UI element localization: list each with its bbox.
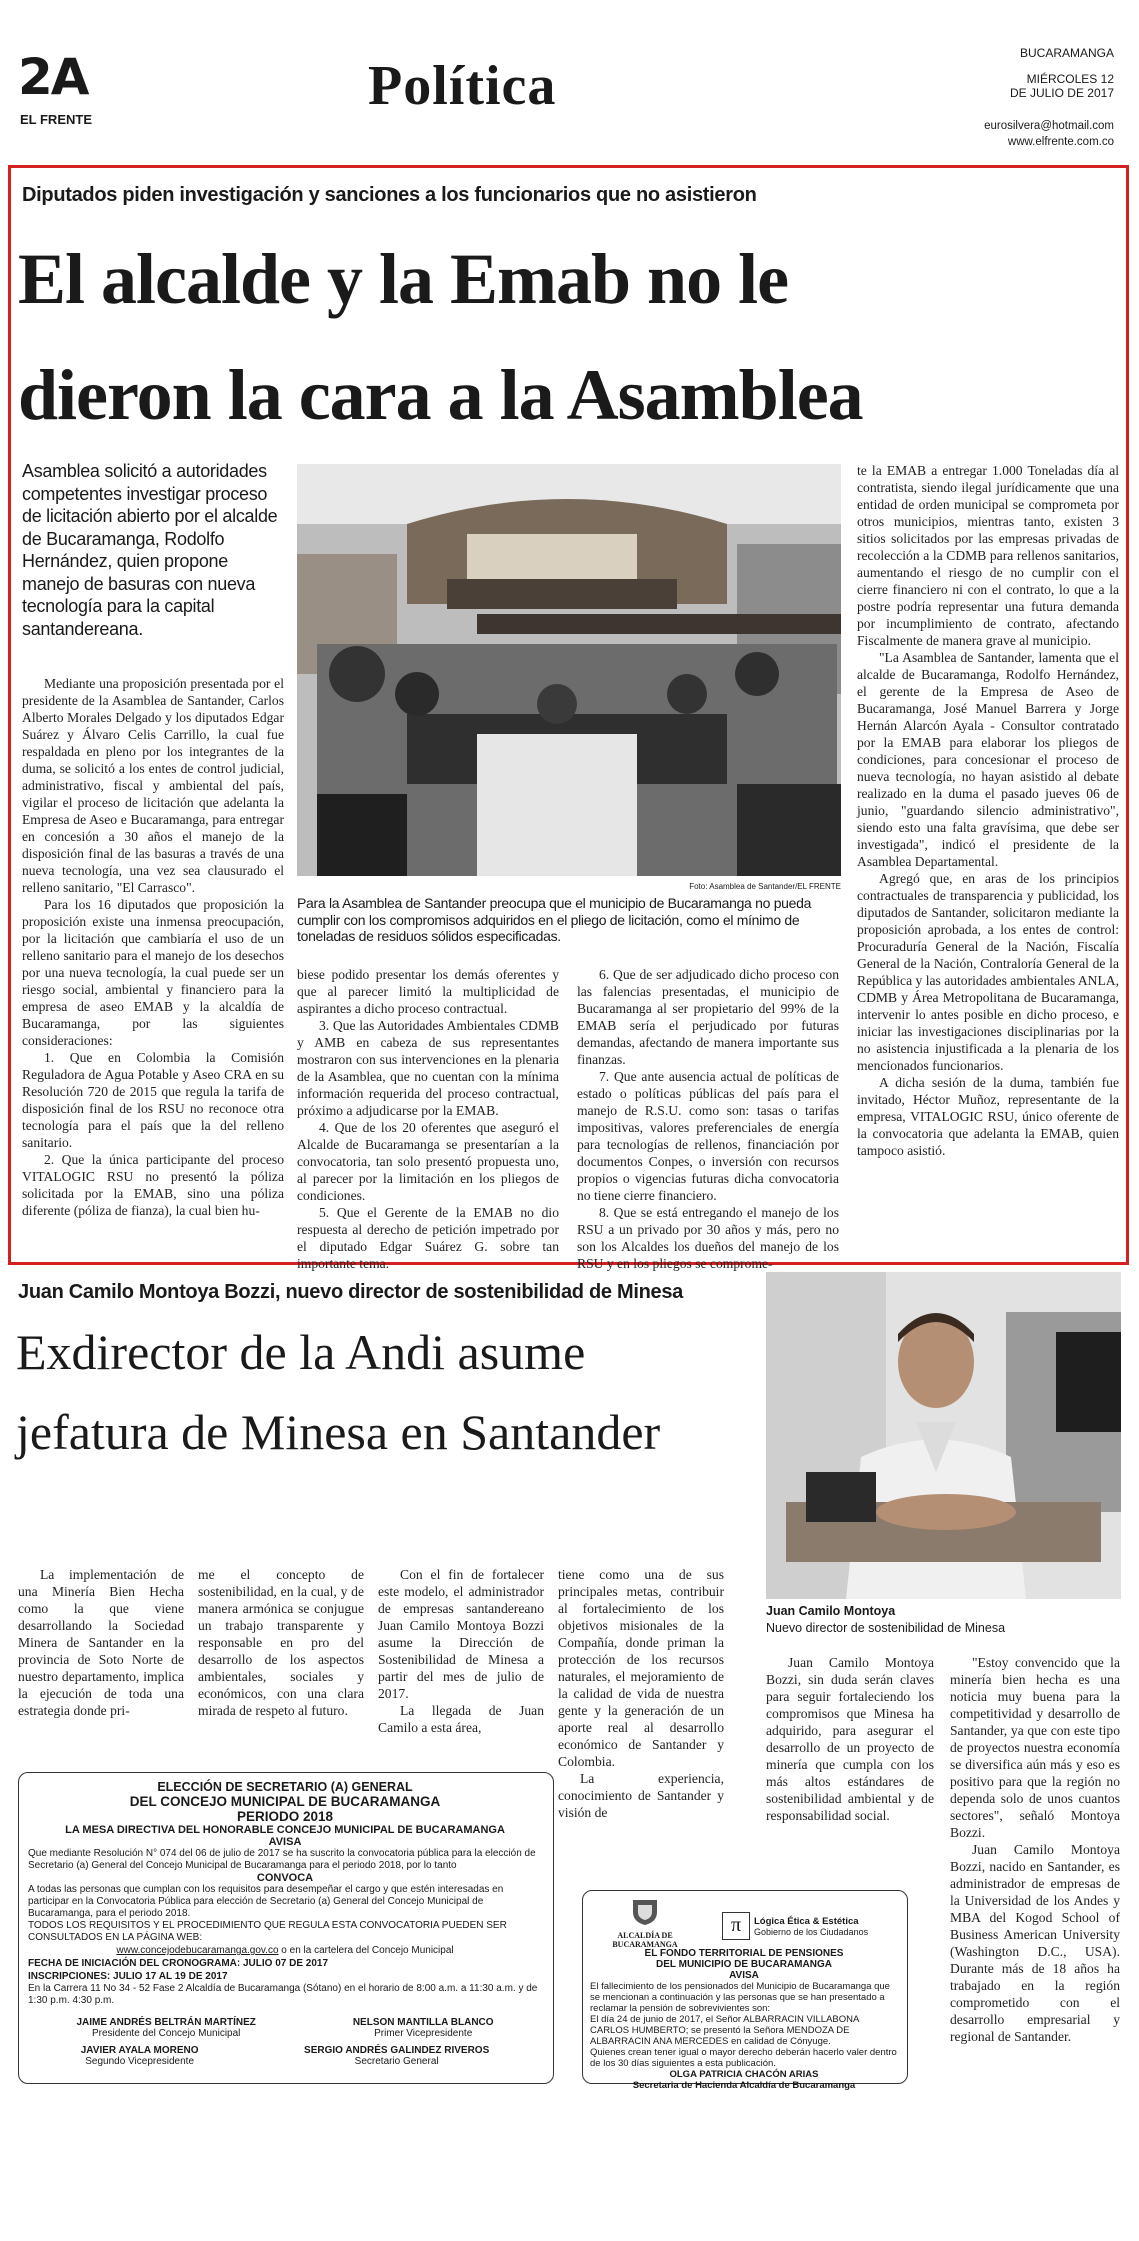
paragraph: A dicha sesión de la duma, también fue invitado, Héctor Muñoz, representante de la empresa, VITALOGIC RSU, único oferente de la convocatoria que adelanta la EMAB, quien tampoco asistió.	[857, 1075, 1119, 1158]
notice-text: Que mediante Resolución N° 074 del 06 de julio de 2017 se ha suscrito la convocatoria pública para la elección de Secretario (a) General del Concejo Municipal de Bucaramanga para el periodo 2018, por lo tanto	[28, 1848, 536, 1871]
notice-title: DEL CONCEJO MUNICIPAL DE BUCARAMANGA	[129, 1794, 441, 1809]
paragraph: te la EMAB a entregar 1.000 Toneladas día al contratista, siendo ilegal jurídicamente que una entidad de orden municipal se comprometa por otros municipios, mientras tanto, existen 3 sitios solicitados por las empresas privadas de recolección a la CDMB para rellenos sanitarios, aumentando el riesgo de no cumplir con el cierre financiero ni con el contrato, lo que a la postre podría representar una futura demanda por incumplimiento de contrato, afectando Fiscalmente de manera grave al municipio.	[857, 463, 1119, 648]
paragraph: Con el fin de fortalecer este modelo, el administrador de empresas santandereano Juan Camilo Montoya Bozzi asume la Dirección de Sostenibilidad de Minesa a partir del mes de julio de 2017.	[378, 1567, 544, 1701]
logo-subtitle: Gobierno de los Ciudadanos	[754, 1926, 869, 1937]
paragraph: La llegada de Juan Camilo a esta área,	[378, 1703, 544, 1735]
notice-avisa: AVISA	[729, 1970, 759, 1981]
article2-column-1	[18, 1566, 184, 1719]
paragraph: 8. Que se está entregando el manejo de los RSU a un privado por 30 años y más, pero no son los Alcaldes los dueños del manejo de los RSU y en los pliegos se comprome-	[577, 1205, 839, 1271]
photo-caption: Para la Asamblea de Santander preocupa que el municipio de Bucaramanga no pueda cumplir con los compromisos adquiridos en el pliego de licitación, como el mínimo de toneladas de residuos sólidos especificadas.	[297, 895, 812, 944]
paragraph: biese podido presentar los demás oferentes y que al parecer limitó la multiplicidad de aspirantes a dicho proceso contractual.	[297, 967, 559, 1016]
notice-title: EL FONDO TERRITORIAL DE PENSIONES	[644, 1948, 844, 1959]
montoya-photo	[766, 1272, 1121, 1599]
paragraph: Mediante una proposición presentada por el presidente de la Asamblea de Santander, Carlos Alberto Morales Delgado y los diputados Edgar Suárez y Álvaro Celis Carrillo, la cual fue respaldada en pleno por los integrantes de la duma, se solicitó a los entes de control judicial, administrativo, fiscal y ambiental del país, vigilar el proceso de licitación que adelanta la Empresa de Aseo e Bucaramanga, para entregar en concesión a 30 años el manejo de la disposición final de las basuras a través de una nueva tecnología, una vez sea clausurado el relleno sanitario, "El Carrasco".	[22, 676, 284, 895]
paragraph: Para los 16 diputados que proposición la proposición existe una inmensa preocupación, por la licitación que cambiaría el uso de un relleno sanitario para el manejo de los desechos por una nueva tecnología, la cual puede ser un riesgo social, ambiental y financiero para la empresa de aseo EMAB y la alcaldía de Bucaramanga, por las siguientes consideraciones:	[22, 897, 284, 1048]
notice-web-rest: o en la cartelera del Concejo Municipal	[281, 1945, 454, 1956]
header-email: eurosilvera@hotmail.com	[984, 120, 1114, 132]
paragraph: La experiencia, conocimiento de Santander y visión de	[558, 1771, 724, 1820]
paragraph: La implementación de una Minería Bien Hecha como la que viene desarrollando la Sociedad Minera de Santander en la provincia de Soto Norte de nuestro departamento, implica la ejecución de toda una estrategia donde pri-	[18, 1567, 184, 1718]
notice-inscripciones: INSCRIPCIONES: JULIO 17 AL 19 DE 2017	[28, 1971, 228, 1982]
notice-fecha: FECHA DE INICIACIÓN DEL CRONOGRAMA: JULIO 07 DE 2017	[28, 1958, 329, 1969]
article2-column-3	[378, 1566, 544, 1736]
concejo-notice-body	[28, 1780, 542, 2067]
signatory-name: JAIME ANDRÉS BELTRÁN MARTÍNEZ	[76, 2017, 256, 2028]
article1-kicker: Diputados piden investigación y sanciones a los funcionarios que no asistieron	[22, 184, 757, 206]
brand-name: EL FRENTE	[20, 112, 92, 127]
signatory-name: OLGA PATRICIA CHACÓN ARIAS	[669, 2069, 819, 2080]
paragraph: 4. Que de los 20 oferentes que aseguró el Alcalde de Bucaramanga se presentarían a la convocatoria, tan solo presentó propuesta uno, al parecer por la limitación en los pliegos de condiciones.	[297, 1120, 559, 1203]
notice-avisa: AVISA	[268, 1836, 302, 1848]
paragraph: 6. Que de ser adjudicado dicho proceso con las falencias presentadas, el municipio de Bucaramanga al ser propietario del 99% de la EMAB sería el perjudicado por futuras demandas, afectando de manera importante sus finanzas.	[577, 967, 839, 1067]
notice-convoca: CONVOCA	[256, 1872, 314, 1884]
article2-column-4	[558, 1566, 724, 1821]
paragraph: me el concepto de sostenibilidad, en la cual, y de manera armónica se conjugue un trabajo transparente y responsable en pro del desarrollo de los aspectos ambientales, sociales y económicos, con una clara mirada de respeto al futuro.	[198, 1567, 364, 1718]
paragraph: tiene como una de sus principales metas, contribuir al fortalecimiento de los objetivos misionales de la Compañía, donde priman la protección de los recursos naturales, el mejoramiento de la calidad de vida de nuestra gente y la generación de un aporte real al desarrollo económico de Santander y Colombia.	[558, 1567, 724, 1769]
article2-headline-2: jefatura de Minesa en Santander	[16, 1404, 661, 1460]
signatory-role: Presidente del Concejo Municipal	[91, 2028, 241, 2039]
notice-title: PERIODO 2018	[236, 1809, 334, 1824]
notice-text: El fallecimiento de los pensionados del Municipio de Bucaramanga que se mencionan a continuación y las personas que se han presentado a reclamar la pensión de sobrevivientes son:	[590, 1981, 890, 2014]
paragraph: "La Asamblea de Santander, lamenta que el alcalde de Bucaramanga, Rodolfo Hernández, el gerente de la Empresa de Aseo de Bucaramanga, José Manuel Barrera y Jorge Hernán Alarcón Ayala - Consultor contratado por la EMAB para elaborar los pliegos de condiciones, para concesionar el proceso de nueva tecnología, no hayan asistido al debate realizado en la duma el pasado jueves 06 de junio, "guardando silencio administrativo", siendo esto una falta gravísima, que debe ser investigada", indicó el presidente de la Asamblea Departamental.	[857, 650, 1119, 869]
notice-title: DEL MUNICIPIO DE BUCARAMANGA	[656, 1959, 832, 1970]
assembly-photo	[297, 464, 841, 876]
notice-text: Quienes crean tener igual o mayor derecho deberán hacerlo valer dentro de los 30 días siguientes a esta publicación.	[590, 2047, 897, 2069]
notice-title: LA MESA DIRECTIVA DEL HONORABLE CONCEJO MUNICIPAL DE BUCARAMANGA	[65, 1824, 505, 1836]
article1-column-3	[577, 966, 839, 1272]
notice-web	[28, 1944, 542, 1957]
article1-column-2	[297, 966, 559, 1272]
paragraph: Juan Camilo Montoya Bozzi, nacido en Santander, es administrador de empresas de la Universidad de los Andes y MBA del Kogod School of Business American University (Washington D.C., USA). Durante más de 18 años ha trabajado en la región comprometido con el desarrollo empresarial y regional de Santander.	[950, 1842, 1120, 2044]
pi-icon: π	[722, 1912, 750, 1940]
paragraph: Agregó que, en aras de los principios contractuales de transparencia y publicidad, los diputados de Santander, solicitaron mediante la proposición aprobada, a los entes de control: Procuraduría General de la Nación, Fiscalía General de la Nación, Contraloría General de la República y las autoridades ambientales ANLA, CDMB y Área Metropolitana de Bucaramanga, intervenir lo antes posible en dicho proceso, e iniciar las investigaciones disciplinarias por la no asistencia injustificada a la plenaria de los mencionados funcionarios.	[857, 871, 1119, 1073]
notice-title: ELECCIÓN DE SECRETARIO (A) GENERAL	[157, 1780, 413, 1794]
header-web: www.elfrente.com.co	[1007, 136, 1114, 148]
photo-person-role: Nuevo director de sostenibilidad de Minesa	[766, 1621, 1006, 1635]
article1-headline-1: El alcalde y la Emab no le	[18, 239, 789, 319]
alcaldia-logo	[600, 1898, 690, 1949]
header-city: BUCARAMANGA	[1019, 46, 1114, 60]
section-title: Política	[368, 55, 557, 117]
paragraph: "Estoy convencido que la minería bien hecha es una noticia muy buena para la competitividad y desarrollo de Santander, ya que con este tipo de proyectos nuestra economía se diversifica aún más y eso es positivo para que la región no dependa solo de unos cuantos sectores", señaló Montoya Bozzi.	[950, 1655, 1120, 1840]
article1-lead: Asamblea solicitó a autoridades competentes investigar proceso de licitación abierto por el alcalde de Bucaramanga, Rodolfo Hernández, quien propone manejo de basuras con nueva tecnología para la capital santandereana.	[22, 461, 278, 639]
notice-text: TODOS LOS REQUISITOS Y EL PROCEDIMIENTO QUE REGULA ESTA CONVOCATORIA PUEDEN SER CONSULTADOS EN LA PÁGINA WEB:	[28, 1920, 507, 1943]
paragraph: 7. Que ante ausencia actual de políticas de estado o políticas públicas del país para el manejo de R.S.U. como son: tasas o tarifas impositivas, valores preferenciales de energía para tecnologías de rellenos, financiación por documentos Conpes, o inversión con recursos propios o vigencias futuras dicha convocatoria no tiene cierre financiero.	[577, 1069, 839, 1203]
notice-text: A todas las personas que cumplan con los requisitos para desempeñar el cargo y que estén interesadas en participar en la Convocatoria Pública para elección de Secretario (a) General del Concejo Municipal de Bucaramanga, para el periodo 2018.	[28, 1884, 504, 1919]
article1-column-1	[22, 675, 284, 1219]
montoya-photo-drawing	[766, 1272, 1121, 1599]
article2-column-2	[198, 1566, 364, 1719]
pension-notice-body	[590, 1948, 898, 2091]
header-date: MIÉRCOLES 12 DE JULIO DE 2017	[1009, 72, 1114, 100]
signatory-name: SERGIO ANDRÉS GALINDEZ RIVEROS	[304, 2045, 490, 2056]
logo-title: Lógica Ética & Estética	[754, 1915, 859, 1927]
article2-column-6	[950, 1654, 1120, 2045]
notice-text: El día 24 de junio de 2017, el Señor ALBARRACIN VILLABONA CARLOS HUMBERTO; se presentó la Señora MENDOZA DE ALBARRACIN ANA MERCEDES en calidad de Cónyuge.	[590, 2014, 859, 2047]
coat-of-arms-icon	[630, 1898, 660, 1926]
article2-headline-1: Exdirector de la Andi asume	[16, 1324, 586, 1380]
signatory-role: Segundo Vicepresidente	[85, 2056, 195, 2067]
paragraph: Juan Camilo Montoya Bozzi, sin duda serán claves para seguir fortaleciendo los compromisos que Minesa ha adquirido, para asegurar el desarrollo de un proyecto de minería que cumpla con los más altos estándares de sostenibilidad ambiental y de responsabilidad social.	[766, 1655, 934, 1823]
article1-headline-2: dieron la cara a la Asamblea	[18, 355, 863, 435]
logica-logo	[722, 1912, 868, 1940]
paragraph: 3. Que las Autoridades Ambientales CDMB y AMB en cabeza de sus representantes mostraron con sus intervenciones en la plenaria de la Asamblea, que no cuentan con la mínima información requerida del proceso contractual, próximo a adjudicarse por la EMAB.	[297, 1018, 559, 1118]
paragraph: 1. Que en Colombia la Comisión Reguladora de Agua Potable y Aseo CRA en su Resolución 720 de 2015 que regula la tarifa de disposición final de los RSU no reconoce otra tecnología para el país que la del relleno sanitario.	[22, 1050, 284, 1150]
signatory-name: JAVIER AYALA MORENO	[80, 2045, 199, 2056]
article1-column-4	[857, 462, 1119, 1159]
notice-text: En la Carrera 11 No 34 - 52 Fase 2 Alcaldía de Bucaramanga (Sótano) en el horario de 8:00 a.m. a 11:30 a.m. y de 1:30 p.m. 4:30 p.m.	[28, 1983, 538, 2006]
photo-person-name: Juan Camilo Montoya	[766, 1604, 896, 1618]
assembly-photo-drawing	[297, 464, 841, 876]
paragraph: 2. Que la única participante del proceso VITALOGIC RSU no presentó la póliza solicitada por la EMAB, sino una póliza diferente (póliza de fianza), la cual bien hu-	[22, 1152, 284, 1218]
signatory-role: Secretario General	[354, 2056, 439, 2067]
signatory-name: NELSON MANTILLA BLANCO	[352, 2017, 494, 2028]
signatory-role: Secretaria de Hacienda Alcaldía de Bucaramanga	[632, 2080, 856, 2091]
article2-kicker: Juan Camilo Montoya Bozzi, nuevo director de sostenibilidad de Minesa	[18, 1281, 683, 1303]
paragraph: 5. Que el Gerente de la EMAB no dio respuesta al derecho de petición impetrado por el diputado Edgar Suárez G. sobre tan importante tema.	[297, 1205, 559, 1271]
page-code: 2A	[18, 48, 88, 106]
photo-credit: Foto: Asamblea de Santander/EL FRENTE	[689, 882, 841, 891]
signatory-role: Primer Vicepresidente	[374, 2028, 473, 2039]
alcaldia-logo-text: ALCALDÍA DE BUCARAMANGA	[612, 1931, 678, 1949]
article2-column-5	[766, 1654, 934, 1824]
notice-web-link[interactable]: www.concejodebucaramanga.gov.co	[116, 1945, 279, 1956]
